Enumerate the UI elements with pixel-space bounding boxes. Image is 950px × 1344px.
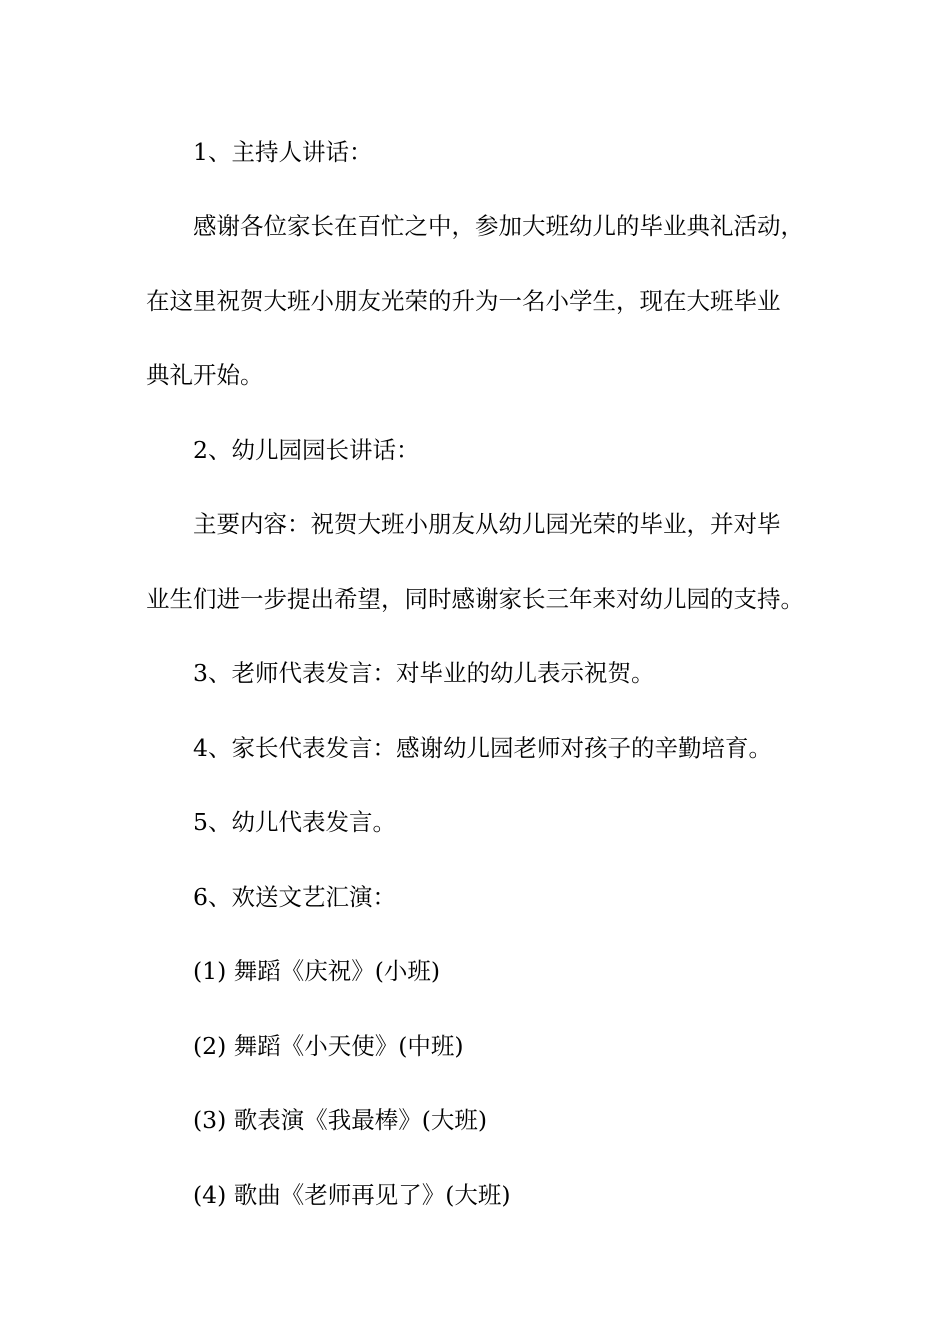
paragraph-line: 在这里祝贺大班小朋友光荣的升为一名小学生，现在大班毕业	[146, 287, 781, 315]
paragraph-line: 主要内容：祝贺大班小朋友从幼儿园光荣的毕业，并对毕	[193, 510, 781, 538]
program-item: (4) 歌曲《老师再见了》(大班)	[193, 1181, 511, 1209]
paragraph-line: 典礼开始。	[146, 361, 264, 389]
section-6-heading: 6、欢送文艺汇演：	[193, 883, 396, 911]
section-3-line: 3、老师代表发言：对毕业的幼儿表示祝贺。	[193, 659, 655, 687]
section-1-heading: 1、主持人讲话：	[193, 138, 373, 166]
section-2-heading: 2、幼儿园园长讲话：	[193, 436, 420, 464]
section-5-line: 5、幼儿代表发言。	[193, 808, 396, 836]
section-4-line: 4、家长代表发言：感谢幼儿园老师对孩子的辛勤培育。	[193, 734, 772, 762]
program-item: (3) 歌表演《我最棒》(大班)	[193, 1106, 488, 1134]
program-item: (1) 舞蹈《庆祝》(小班)	[193, 957, 441, 985]
paragraph-line: 业生们进一步提出希望，同时感谢家长三年来对幼儿园的支持。	[146, 585, 804, 613]
paragraph-line: 感谢各位家长在百忙之中，参加大班幼儿的毕业典礼活动，	[193, 212, 804, 240]
program-item: (2) 舞蹈《小天使》(中班)	[193, 1032, 464, 1060]
